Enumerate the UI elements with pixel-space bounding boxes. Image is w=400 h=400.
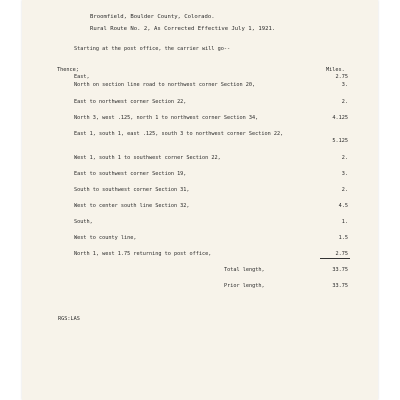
prior-label: Prior length, (224, 283, 265, 289)
row-desc: North on section line road to northwest corner Section 20, (74, 82, 256, 88)
row-desc: East to northwest corner Section 22, (74, 99, 187, 105)
row-miles: 2. (341, 155, 348, 161)
row-desc: East to southwest corner Section 19, (74, 171, 187, 177)
row-miles: 2. (341, 99, 348, 105)
row-desc: North 1, west 1.75 returning to post office, (74, 251, 212, 257)
document-page (22, 0, 378, 400)
row-miles: 3. (341, 171, 348, 177)
row-miles: 1.5 (338, 235, 348, 241)
header-location: Broomfield, Boulder County, Colorado. (90, 14, 215, 20)
row-miles: 2. (341, 187, 348, 193)
sum-rule (320, 258, 350, 259)
header-route: Rural Route No. 2, As Corrected Effective July 1, 1921. (90, 26, 276, 32)
row-desc: East, (74, 74, 90, 80)
row-miles: 2.75 (335, 74, 348, 80)
row-miles: 4.125 (332, 115, 348, 121)
row-desc: West 1, south 1 to southwest corner Section 22, (74, 155, 221, 161)
intro-text: Starting at the post office, the carrier will go-- (74, 46, 231, 52)
row-desc: West to center south line Section 32, (74, 203, 190, 209)
total-value: 33.75 (332, 267, 348, 273)
thence-label: Thence; (57, 67, 79, 73)
total-label: Total length, (224, 267, 265, 273)
row-desc: North 3, west .125, north 1 to northwest corner Section 34, (74, 115, 259, 121)
row-desc: East 1, south 1, east .125, south 3 to northwest corner Section 22, (74, 131, 284, 137)
row-miles: 5.125 (332, 138, 348, 144)
row-miles: 2.75 (335, 251, 348, 257)
row-desc: South to southwest corner Section 31, (74, 187, 190, 193)
row-miles: 1. (341, 219, 348, 225)
row-desc: South, (74, 219, 93, 225)
prior-value: 33.75 (332, 283, 348, 289)
row-miles: 3. (341, 82, 348, 88)
typist-initials: RGS:LAS (58, 316, 80, 322)
miles-header: Miles. (326, 67, 345, 73)
row-miles: 4.5 (338, 203, 348, 209)
row-desc: West to county line, (74, 235, 137, 241)
